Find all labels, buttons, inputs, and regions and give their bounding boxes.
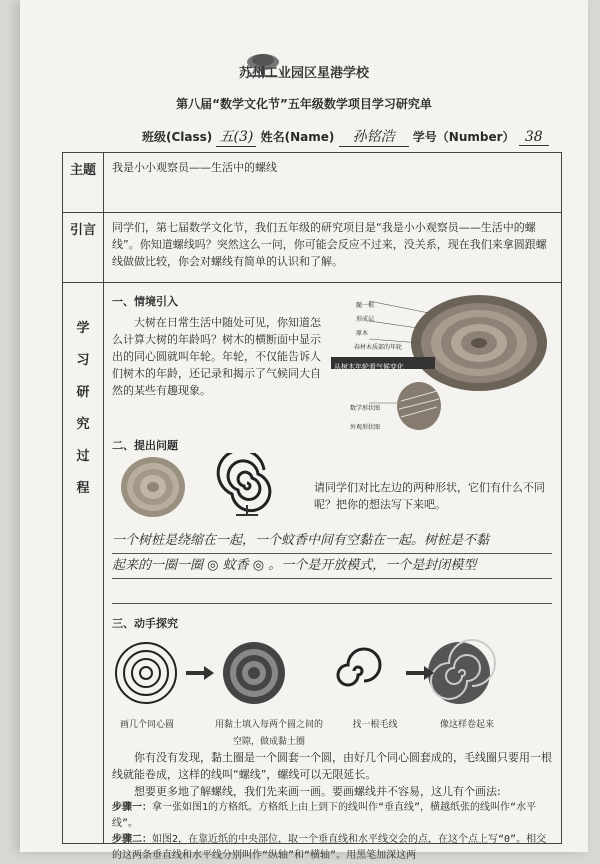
caption-4: 像这样卷起来: [439, 720, 494, 730]
section3-body: [112, 749, 552, 864]
name-label: 姓名(Name): [260, 130, 335, 144]
section3-para2: 想要更多地了解螺线，我们先来画一画。要画螺线并不容易，这儿有个画法:: [134, 785, 501, 798]
worksheet-page: [20, 0, 588, 861]
diagram-label: 原木: [356, 330, 369, 337]
theme-text: 我是小小观察员——生活中的螺线: [104, 153, 562, 213]
answer-line[interactable]: [112, 579, 552, 604]
process-label: 学习研究过程: [76, 321, 90, 496]
caption-3: 找一根毛线: [352, 720, 398, 730]
process-row: [63, 283, 562, 844]
diagram-label: 髓一根: [356, 302, 375, 309]
school-name: 苏州工业园区星港学校: [238, 66, 369, 81]
step-1: 步骤一：拿一张如图1的方格纸。方格纸上由上到下的线叫作“垂直线”，横越纸张的线叫作“水平线”。: [112, 802, 537, 829]
intro-label: 引言: [63, 213, 104, 283]
intro-row: [63, 213, 562, 283]
theme-label: 主题: [63, 153, 104, 213]
tree-stump-icon: [118, 455, 188, 519]
diagram-label: 形成层: [356, 316, 375, 323]
student-info-line: [142, 126, 549, 147]
answer-line[interactable]: 一个树桩是绕缩在一起，一个蚊香中间有空黏在一起。树桩是不黏: [112, 529, 552, 554]
intro-text: 同学们，第七届数学文化节，我们五年级的研究项目是“我是小小观察员——生活中的螺线”。你知道螺线吗？突然这么一问，你可能会反应不过来，没关系，现在我们来拿圆跟螺线做做比较，你会对螺线有简单的认识和了解。: [104, 213, 562, 283]
section1: [112, 289, 326, 399]
class-label: 班级(Class): [142, 130, 213, 144]
class-field[interactable]: 五(3): [216, 126, 256, 147]
name-field[interactable]: 孙铭浩: [339, 126, 409, 147]
number-field[interactable]: 38: [519, 129, 549, 146]
diagram-label: 春材木质部的年轮: [354, 344, 403, 351]
diagram-label: 外观形状图: [350, 424, 381, 431]
worksheet-table: [62, 152, 562, 861]
section2-title: 二、提出问题: [112, 439, 178, 452]
worksheet-title: 第八届“数学文化节”五年级数学项目学习研究单: [176, 97, 432, 111]
section3-title: 三、动手探究: [112, 617, 178, 630]
step-2: 步骤二：如图2，在靠近纸的中央部位，取一个垂直线和水平线交会的点，在这个点上写“0”。相交的这两条垂直线和水平线分别叫作“纵轴”和“横轴”。用黑笔加深这两: [112, 834, 547, 861]
section3-para1: 你有没有发现，黏土圈是一个圆套一个圆，由好几个同心圆套成的，毛线圈只要用一根线就能卷成，这样的线叫“螺线”，螺线可以无限延长。: [112, 751, 552, 781]
mosquito-coil-icon: [212, 453, 282, 519]
diagram-label: 数学形状图: [350, 405, 381, 412]
section1-text: 大树在日常生活中随处可见，你知道怎么计算大树的年龄吗？树木的横断面中显示出的同心圆就叫年轮。年轮，不仅能告诉人们树木的年龄，还记录和揭示了气候同大自然的某些有趣现象。: [112, 316, 321, 397]
handwritten-answer: [112, 529, 552, 604]
section1-title: 一、情境引入: [112, 295, 178, 308]
hands-on-illustrations: [114, 633, 554, 713]
caption-2: 用黏土填入每两个圆之间的空隙，做成黏土圈: [214, 720, 323, 747]
number-label: 学号（Number）: [412, 130, 515, 144]
section2-question: 请同学们对比左边的两种形状，它们有什么不同呢？把你的想法写下来吧。: [314, 481, 545, 511]
diagram-caption: 从树木年轮看气候变化: [334, 363, 404, 371]
theme-row: [63, 153, 562, 213]
answer-line[interactable]: 起来的一圈一圈 ◎ 蚊香 ◎ 。一个是开放模式，一个是封闭模型: [112, 554, 552, 579]
caption-1: 画几个同心圆: [119, 720, 174, 730]
